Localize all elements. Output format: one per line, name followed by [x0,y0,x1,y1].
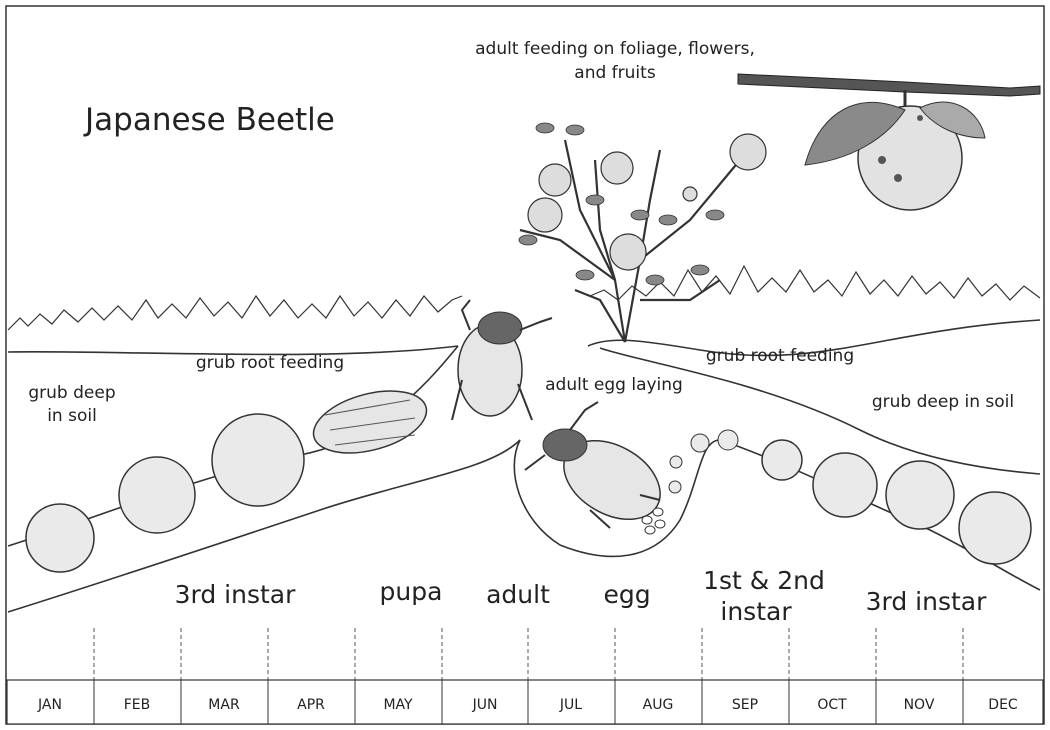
adult-egg-laying-label: adult egg laying [545,375,683,395]
grub-root-feeding-left-label: grub root feeding [195,353,345,373]
stage-3rd-instar-left: 3rd instar [174,580,296,609]
month-may: MAY [383,697,413,713]
grub-deep-right-label: grub deep in soil [871,392,1015,412]
month-jun: JUN [472,697,498,713]
month-nov: NOV [903,697,935,713]
month-aug: AUG [642,697,674,713]
month-dividers [94,628,963,680]
stage-1st-2nd-instar-line1: 1st & 2nd [703,566,825,595]
month-oct: OCT [817,697,847,713]
grub-root-feeding-right-label: grub root feeding [705,346,855,366]
month-jul: JUL [559,697,583,713]
month-bar [7,680,1043,724]
pupa-icon [307,380,434,464]
adult-feeding-label-line1: adult feeding on foliage, flowers, [475,39,755,59]
grub-deep-left-label-line2: in soil [47,406,97,426]
month-feb: FEB [123,697,151,713]
rose-bush-icon [519,123,766,342]
fruit-icon [738,74,1040,210]
grub-deep-left-label-line1: grub deep [28,383,116,403]
stage-egg: egg [603,580,651,609]
beetle-icon [525,402,674,535]
diagram-title: Japanese Beetle [85,102,335,138]
month-apr: APR [297,697,325,713]
grub-icon [669,430,738,493]
month-sep: SEP [731,697,759,713]
month-dec: DEC [988,697,1018,713]
stage-pupa: pupa [379,577,443,606]
grub-icon [26,414,1031,572]
adult-feeding-label-line2: and fruits [574,63,656,83]
grass-icon [8,266,1040,330]
stage-adult: adult [486,580,550,609]
beetle-icon [452,300,552,420]
stage-1st-2nd-instar-line2: instar [720,597,792,626]
month-jan: JAN [38,697,62,713]
stage-3rd-instar-right: 3rd instar [865,587,987,616]
month-mar: MAR [208,697,240,713]
